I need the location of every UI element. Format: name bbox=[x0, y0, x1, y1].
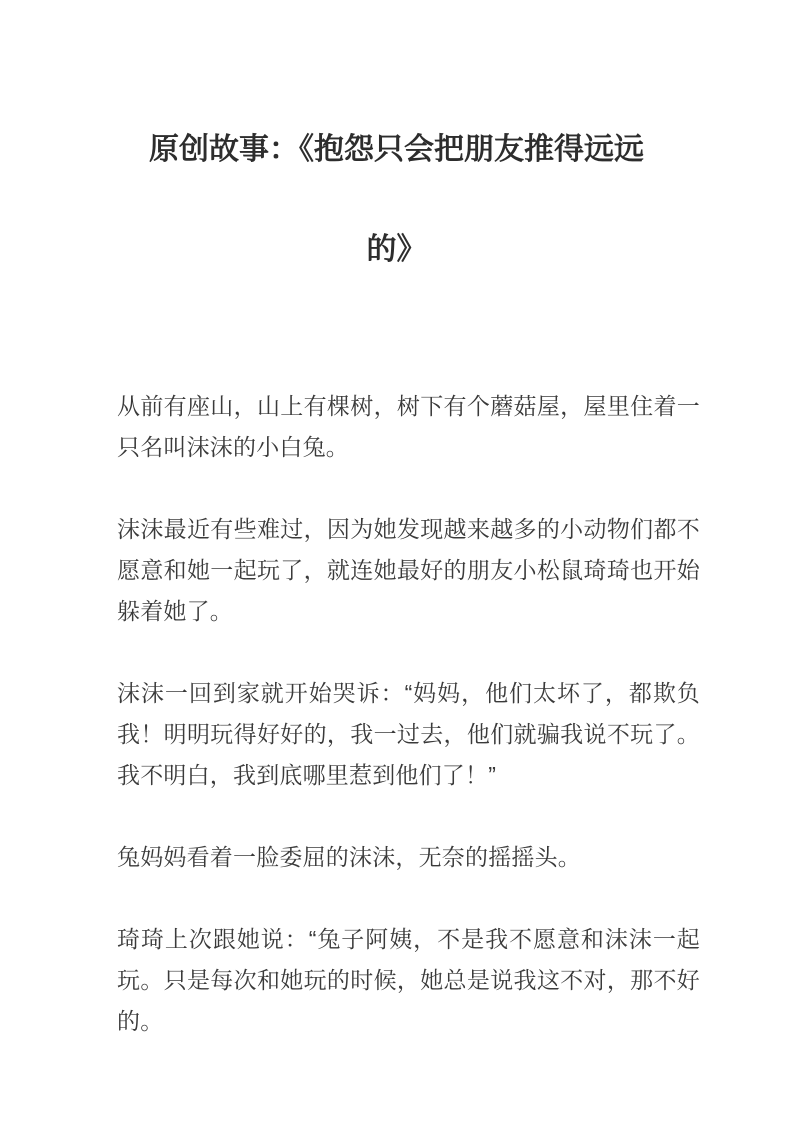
story-title-line-1: 原创故事：《抱怨只会把朋友推得远远 bbox=[149, 133, 644, 166]
story-body bbox=[117, 386, 700, 1042]
story-paragraph: 从前有座山，山上有棵树，树下有个蘑菇屋，屋里住着一只名叫沫沫的小白兔。 bbox=[117, 393, 700, 460]
story-title-line-2: 的》 bbox=[366, 233, 427, 266]
story-paragraph: 沫沫一回到家就开始哭诉：“妈妈，他们太坏了，都欺负我！明明玩得好好的，我一过去，他们就骗我说不玩了。我不明白，我到底哪里惹到他们了！” bbox=[117, 680, 700, 788]
story-title bbox=[0, 100, 793, 300]
story-paragraph: 沫沫最近有些难过，因为她发现越来越多的小动物们都不愿意和她一起玩了，就连她最好的朋友小松鼠琦琦也开始躲着她了。 bbox=[117, 516, 700, 624]
story-paragraph: 琦琦上次跟她说：“兔子阿姨，不是我不愿意和沫沫一起玩。只是每次和她玩的时候，她总是说我这不对，那不好的。 bbox=[117, 926, 700, 1034]
story-paragraph: 兔妈妈看着一脸委屈的沫沫，无奈的摇摇头。 bbox=[117, 844, 581, 870]
